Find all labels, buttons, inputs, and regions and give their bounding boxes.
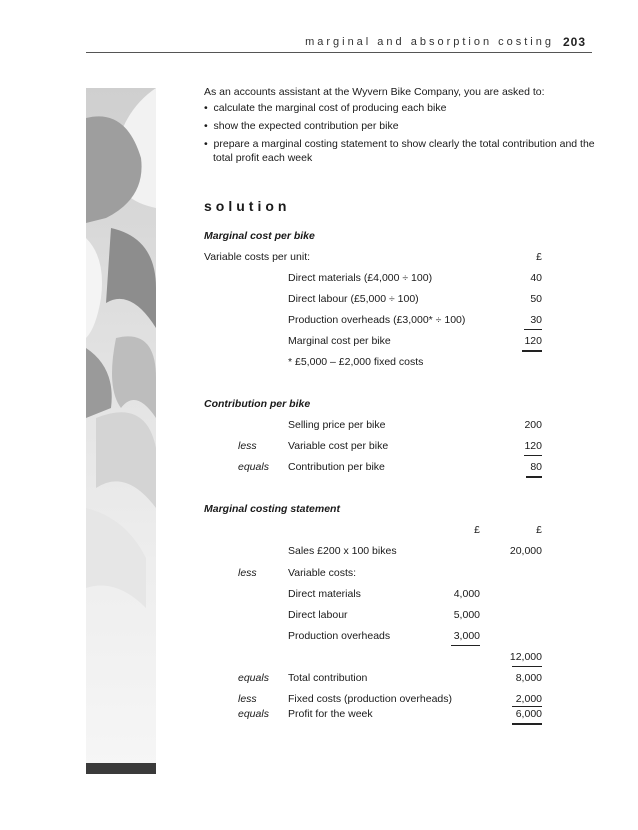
row-value: 3,000: [453, 630, 480, 642]
row-label: Contribution per bike: [288, 461, 385, 473]
row-prefix: less: [238, 693, 257, 705]
row-value: 40: [530, 272, 542, 284]
row-value: 120: [524, 335, 542, 347]
row-label: Direct labour: [288, 609, 348, 621]
row-value: 200: [524, 419, 542, 431]
row-prefix: equals: [238, 461, 269, 473]
bullet-item-continuation: total profit each week: [213, 152, 313, 164]
subtotal-rule: [512, 666, 542, 667]
row-value: 30: [530, 314, 542, 326]
row-label: Production overheads (£3,000* ÷ 100): [288, 314, 466, 326]
row-label: Fixed costs (production overheads): [288, 693, 452, 705]
subtotal-rule: [512, 706, 542, 707]
currency-symbol: £: [536, 251, 542, 263]
footnote: * £5,000 – £2,000 fixed costs: [288, 356, 424, 368]
row-label: Production overheads: [288, 630, 391, 642]
sales-value: 20,000: [509, 545, 542, 557]
statement-heading: Marginal costing statement: [204, 503, 340, 515]
row-prefix: less: [238, 440, 257, 452]
sidebar-graphic: [86, 88, 156, 773]
bullet-item: • show the expected contribution per bike: [204, 120, 399, 132]
sidebar-footer-bar: [86, 763, 156, 774]
decorative-sidebar: [86, 88, 156, 773]
total-rule: [522, 350, 542, 352]
contribution-heading: Contribution per bike: [204, 398, 311, 410]
currency-col1: £: [474, 524, 480, 536]
row-value: 6,000: [515, 708, 542, 720]
sales-label: Sales £200 x 100 bikes: [288, 545, 397, 557]
currency-col2: £: [536, 524, 542, 536]
row-value: 8,000: [515, 672, 542, 684]
row-label: Total contribution: [288, 672, 368, 684]
row-prefix: equals: [238, 708, 269, 720]
variable-total: 12,000: [509, 651, 542, 663]
row-value: 2,000: [515, 693, 542, 705]
intro-text: As an accounts assistant at the Wyvern Bike Company, you are asked to:: [204, 86, 545, 98]
page-number: 203: [562, 35, 586, 49]
row-value: 80: [530, 461, 542, 473]
header-rule: [86, 52, 592, 53]
row-value: 5,000: [453, 609, 480, 621]
row-label: Profit for the week: [288, 708, 373, 720]
bullet-item: • prepare a marginal costing statement to show clearly the total contribution and the: [204, 138, 595, 150]
row-label: Direct labour (£5,000 ÷ 100): [288, 293, 419, 305]
row-label: Selling price per bike: [288, 419, 386, 431]
variable-costs-intro: Variable costs per unit:: [204, 251, 311, 263]
solution-heading: solution: [204, 198, 291, 214]
subtotal-rule: [524, 329, 542, 330]
total-rule: [526, 476, 542, 478]
row-label: Direct materials (£4,000 ÷ 100): [288, 272, 433, 284]
row-value: 120: [524, 440, 542, 452]
subtotal-rule: [451, 645, 480, 646]
total-rule: [512, 723, 542, 725]
row-label: Marginal cost per bike: [288, 335, 391, 347]
row-value: 50: [530, 293, 542, 305]
variable-costs-label: Variable costs:: [288, 567, 357, 579]
row-prefix: equals: [238, 672, 269, 684]
bullet-item: • calculate the marginal cost of producing each bike: [204, 102, 447, 114]
chapter-title: marginal and absorption costing: [305, 36, 554, 48]
marginal-cost-heading: Marginal cost per bike: [204, 230, 315, 242]
row-prefix: less: [238, 567, 257, 579]
subtotal-rule: [524, 455, 542, 456]
row-label: Direct materials: [288, 588, 361, 600]
row-label: Variable cost per bike: [288, 440, 389, 452]
row-value: 4,000: [453, 588, 480, 600]
